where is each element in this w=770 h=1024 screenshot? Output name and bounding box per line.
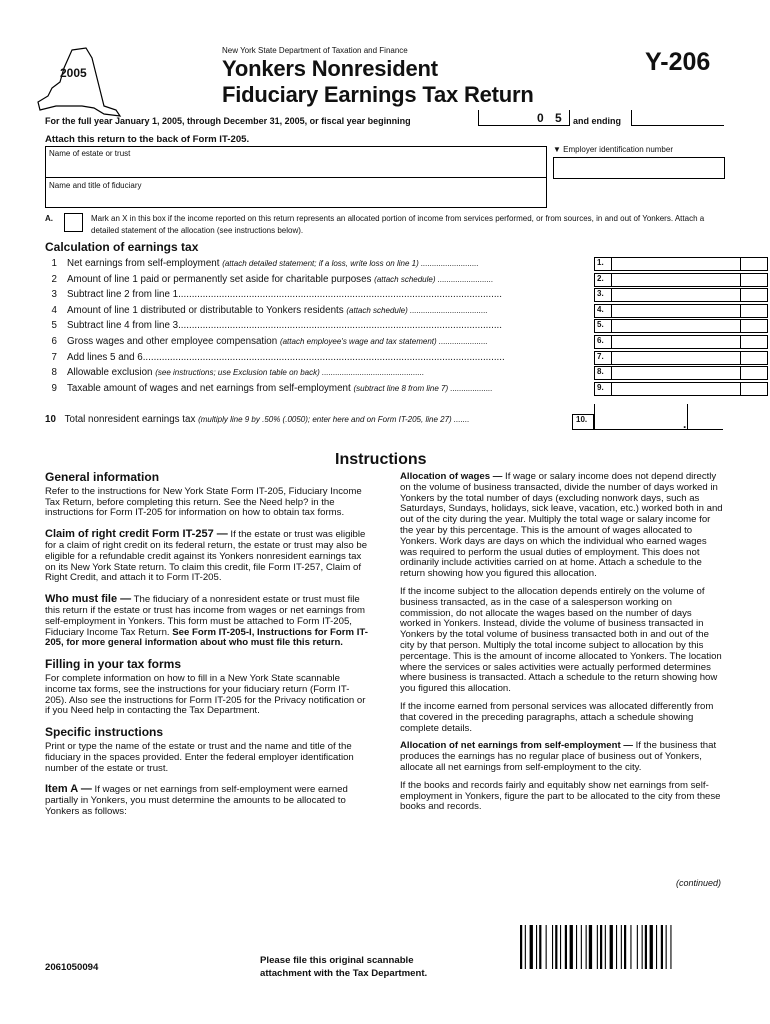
- ein-label: [553, 145, 673, 154]
- specific-text: Print or type the name of the estate or trust and the name and title of the fiduciary in the spaces provided. Enter the federal employer identification number of the estate or trust.: [45, 740, 354, 774]
- barcode-bar: [536, 925, 537, 969]
- allocation-wages-heading: Allocation of wages —: [400, 471, 503, 482]
- estate-name-input[interactable]: [46, 158, 544, 175]
- calc-line-number: 7: [51, 351, 57, 363]
- fiduciary-name-label: Name and title of fiduciary: [49, 181, 142, 190]
- calc-line-box-label: 2.: [594, 273, 611, 287]
- calc-line-amount-field[interactable]: [611, 273, 768, 287]
- barcode-bar: [520, 925, 522, 969]
- barcode-bar: [616, 925, 617, 969]
- allocation-net-text: If the business that produces the earnings has no regular place of business out of Yonkers, allocate all net earnings from self-employment to the city.: [400, 740, 717, 773]
- barcode-bar: [555, 925, 557, 969]
- instructions-right-column: [400, 472, 725, 820]
- calc-line-desc-text: Taxable amount of wages and net earnings from self-employment: [67, 382, 354, 394]
- line-10-amount-field[interactable]: .: [594, 404, 723, 430]
- instructions-heading: Instructions: [335, 451, 427, 468]
- claim-of-right-heading: Claim of right credit Form IT-257 —: [45, 528, 228, 541]
- claim-of-right-text: If the estate or trust was eligible for a claim of right credit on its federal return, the estate or trust may also be eligible for a refundable credit against its Yonkers nonresident earnings tax on its New York State return. To claim this credit, file Form IT-257, Claim of Right Credit, and attach it to Form IT-205.: [45, 529, 368, 584]
- calc-line-number: 8: [51, 367, 57, 379]
- calc-line-amount-field[interactable]: [611, 351, 768, 365]
- calc-line-amount-field[interactable]: [611, 335, 768, 349]
- barcode-bar: [597, 925, 598, 969]
- item-a-label: A.: [45, 214, 53, 223]
- barcode-bar: [581, 925, 582, 969]
- form-number: Y-206: [645, 48, 711, 76]
- calc-line-note: (attach employee's wage and tax statement) ......................: [279, 337, 488, 346]
- allocation-wages-paragraph: [400, 472, 725, 580]
- calc-line-description: [67, 289, 502, 300]
- item-a-instruction: [45, 784, 370, 817]
- barcode-bar: [670, 925, 671, 969]
- allocation-net-heading: Allocation of net earnings from self-employment —: [400, 740, 633, 752]
- footer-message-line2: attachment with the Tax Department.: [260, 967, 428, 979]
- who-must-file-text: The fiduciary of a nonresident estate or trust must file this return if the estate or trust has income from wages or net earnings from self-employment in Yonkers. This form must be attached to Form IT-205, Fiduciary Income Tax Return.: [45, 594, 365, 638]
- barcode-bar: [570, 925, 573, 969]
- calc-line-amount-field[interactable]: [611, 382, 768, 396]
- fiscal-year-begin-value: 0 5: [537, 111, 566, 125]
- calculation-title: Calculation of earnings tax: [45, 240, 199, 254]
- calc-line-desc-text: Add lines 5 and 6.....................................................................................................................................: [67, 351, 505, 363]
- form-title-line2: Fiduciary Earnings Tax Return: [222, 82, 534, 107]
- barcode-bar: [666, 925, 667, 969]
- calc-line-description: [67, 383, 493, 394]
- calc-line-description: [67, 274, 493, 285]
- calc-line-description: [67, 367, 424, 378]
- calc-line-amount-field[interactable]: [611, 319, 768, 333]
- calc-line-number: 9: [51, 382, 57, 394]
- calc-line-box-label: 4.: [594, 304, 611, 318]
- ein-input[interactable]: [553, 157, 725, 179]
- ein-label-text: Employer identification number: [563, 145, 673, 154]
- item-a-text: Mark an X in this box if the income reported on this return represents an allocated portion of income from services performed, or from sources, in and out of Yonkers. Attach a detailed statement of the allocation (see instructions below).: [91, 214, 705, 235]
- item-a-instruction-text: If wages or net earnings from self-employment were earned partially in Yonkers, you must determine the amounts to be allocated to Yonkers as follows:: [45, 784, 348, 817]
- calc-line-number: 5: [51, 320, 57, 332]
- barcode-icon: [518, 925, 723, 969]
- barcode-bar: [552, 925, 553, 969]
- line-10-number: 10: [45, 414, 56, 425]
- calc-line-box-label: 1.: [594, 257, 611, 271]
- calc-line-desc-text: Subtract line 4 from line 3.......................................................................................................................: [67, 320, 502, 332]
- calc-line-desc-text: Amount of line 1 distributed or distributable to Yonkers residents: [67, 304, 347, 316]
- barcode-bar: [645, 925, 647, 969]
- footer-message-line1: Please file this original scannable: [260, 955, 414, 966]
- barcode-bar: [637, 925, 638, 969]
- barcode-bar: [624, 925, 626, 969]
- calc-line-desc-text: Allowable exclusion: [67, 367, 156, 379]
- calc-line-description: [67, 305, 488, 316]
- fiscal-year-end-field[interactable]: [631, 110, 724, 126]
- barcode-bar: [530, 925, 533, 969]
- and-ending-label: and ending: [573, 116, 621, 126]
- calc-line-note: (subtract line 8 from line 7) ...................: [353, 383, 493, 393]
- general-info-heading: General information: [45, 470, 160, 484]
- calc-line-amount-field[interactable]: [611, 257, 768, 271]
- barcode-bar: [630, 925, 631, 969]
- allocation-net-paragraph: [400, 741, 725, 773]
- calc-line-desc-text: Gross wages and other employee compensation: [67, 336, 280, 347]
- calc-line-description: [67, 336, 488, 347]
- barcode-bar: [621, 925, 622, 969]
- calc-line-box-label: 9.: [594, 382, 611, 396]
- calc-line-note: (attach schedule) .........................: [374, 274, 494, 284]
- calc-line-box-label: 7.: [594, 351, 611, 365]
- calc-line-number: 3: [51, 289, 57, 301]
- calc-line-number: 6: [51, 336, 57, 347]
- line-10-box-label: 10.: [572, 414, 594, 430]
- form-id-number: 2061050094: [45, 962, 99, 973]
- attach-note: Attach this return to the back of Form IT-205.: [45, 134, 250, 145]
- who-must-file-heading: Who must file —: [45, 593, 132, 606]
- barcode-bar: [565, 925, 567, 969]
- department-name: New York State Department of Taxation and Finance: [222, 46, 408, 55]
- barcode-bar: [642, 925, 643, 969]
- form-title-line1: Yonkers Nonresident: [222, 56, 438, 81]
- continued-note: (continued): [676, 878, 722, 888]
- barcode-bar: [586, 925, 587, 969]
- calc-line-note: (attach schedule) ...................................: [346, 305, 488, 315]
- calc-line-box-label: 5.: [594, 319, 611, 333]
- footer-message: [260, 955, 427, 980]
- line-10-desc: Total nonresident earnings tax: [64, 414, 199, 425]
- triangle-down-icon: ▼: [553, 145, 561, 154]
- calc-line-note: (attach detailed statement; if a loss, write loss on line 1) ..........................: [222, 259, 479, 268]
- books-records-paragraph: If the books and records fairly and equitably show net earnings from self-employment in Yonkers, figure the part to be allocated to the city from these books and records.: [400, 779, 721, 813]
- calc-line-desc-text: Subtract line 2 from line 1.......................................................................................................................: [67, 289, 502, 301]
- calc-line-number: 4: [51, 304, 57, 316]
- calc-line-box-label: 3.: [594, 288, 611, 302]
- instructions-left-column: [45, 472, 370, 825]
- barcode-bar: [525, 925, 526, 969]
- specific-heading: Specific instructions: [45, 725, 164, 740]
- calc-line-note: (see instructions; use Exclusion table on back) ..............................................: [155, 368, 425, 378]
- barcode-bar: [661, 925, 663, 969]
- who-must-file-paragraph: [45, 594, 370, 649]
- calc-line-number: 2: [51, 273, 57, 285]
- calc-line-number: 1: [51, 258, 57, 269]
- personal-services-paragraph: If the income earned from personal services was allocated differently from that covered in the preceding paragraphs, attach a schedule showing complete details.: [400, 700, 714, 734]
- calc-line-amount-field[interactable]: [611, 304, 768, 318]
- item-a-instruction-heading: Item A —: [45, 783, 92, 796]
- tax-year: 2005: [60, 66, 87, 80]
- calc-line-box-label: 8.: [594, 366, 611, 380]
- calc-line-description: [67, 320, 502, 331]
- who-must-file-bold: See Form IT-205-I, Instructions for Form IT-205, for more general information about who must file this return.: [45, 626, 368, 649]
- line-10-row: [45, 414, 469, 425]
- allocation-wages-text: If wage or salary income does not depend directly on the volume of business transacted, divide the number of days worked in Yonkers by the total number of days (excluding nonwork days, such as Saturdays, Sundays, holidays, sick leave, vacation, etc.) worked both in and out of the city during the year. Multiply the total wage or salary income for the year by this percentage. This is the amount of wages allocated to Yonkers. Work days are days on which the individual who earned wages was required to perform the usual duties of employment. This does not ordinarily include activities carried on at home. Attach a schedule to the return showing how you figured this allocation.: [400, 471, 723, 580]
- item-a-checkbox[interactable]: [64, 213, 83, 232]
- barcode-bar: [600, 925, 602, 969]
- calc-line-desc-text: Net earnings from self-employment: [67, 258, 223, 269]
- fiduciary-name-input[interactable]: [46, 190, 544, 205]
- tax-period-label: For the full year January 1, 2005, through December 31, 2005, or fiscal year beginning: [45, 116, 411, 126]
- calc-line-box-label: 6.: [594, 335, 611, 349]
- calc-line-description: [67, 352, 505, 363]
- calc-line-desc-text: Amount of line 1 paid or permanently set aside for charitable purposes: [67, 273, 375, 285]
- calc-line-description: [67, 258, 479, 269]
- volume-paragraph: If the income subject to the allocation depends entirely on the volume of business transacted, as in the case of a salesperson working on commission, do not allocate the wages based on the number of days worked in Yonkers. Instead, divide the volume of business transacted in Yonkers by the total volume of business transacted both in and out of the city by that person. Multiply the total income subject to allocation by this percentage. This is the amount of income allocated to Yonkers. The location where the services or sales activities were actually performed determines where business is transacted. Attach a schedule to the return showing how you figured this allocation.: [400, 585, 722, 695]
- barcode-bar: [589, 925, 592, 969]
- barcode-bar: [560, 925, 561, 969]
- filling-heading: Filling in your tax forms: [45, 657, 182, 672]
- barcode-bar: [656, 925, 657, 969]
- barcode-bar: [650, 925, 653, 969]
- barcode-bar: [539, 925, 541, 969]
- estate-name-label: Name of estate or trust: [49, 149, 131, 158]
- barcode-bar: [576, 925, 577, 969]
- barcode-bar: [605, 925, 606, 969]
- calc-line-amount-field[interactable]: [611, 288, 768, 302]
- calc-line-amount-field[interactable]: [611, 366, 768, 380]
- filling-text: For complete information on how to fill in a New York State scannable income tax forms, see the instructions for your fiduciary return (Form IT-205). Also see the instructions for Form IT-205 for the Privacy notification or if you Need help in contacting the Tax Department.: [45, 672, 366, 717]
- general-info-text: Refer to the instructions for New York State Form IT-205, Fiduciary Income Tax Return, before completing this return. See the Need help? in the instructions for Form IT-205 for information on how to obtain tax forms.: [45, 485, 362, 519]
- barcode-bar: [610, 925, 613, 969]
- claim-of-right-paragraph: [45, 529, 370, 584]
- barcode-bar: [546, 925, 547, 969]
- line-10-note: (multiply line 9 by .50% (.0050); enter here and on Form IT-205, line 27) .......: [198, 415, 470, 424]
